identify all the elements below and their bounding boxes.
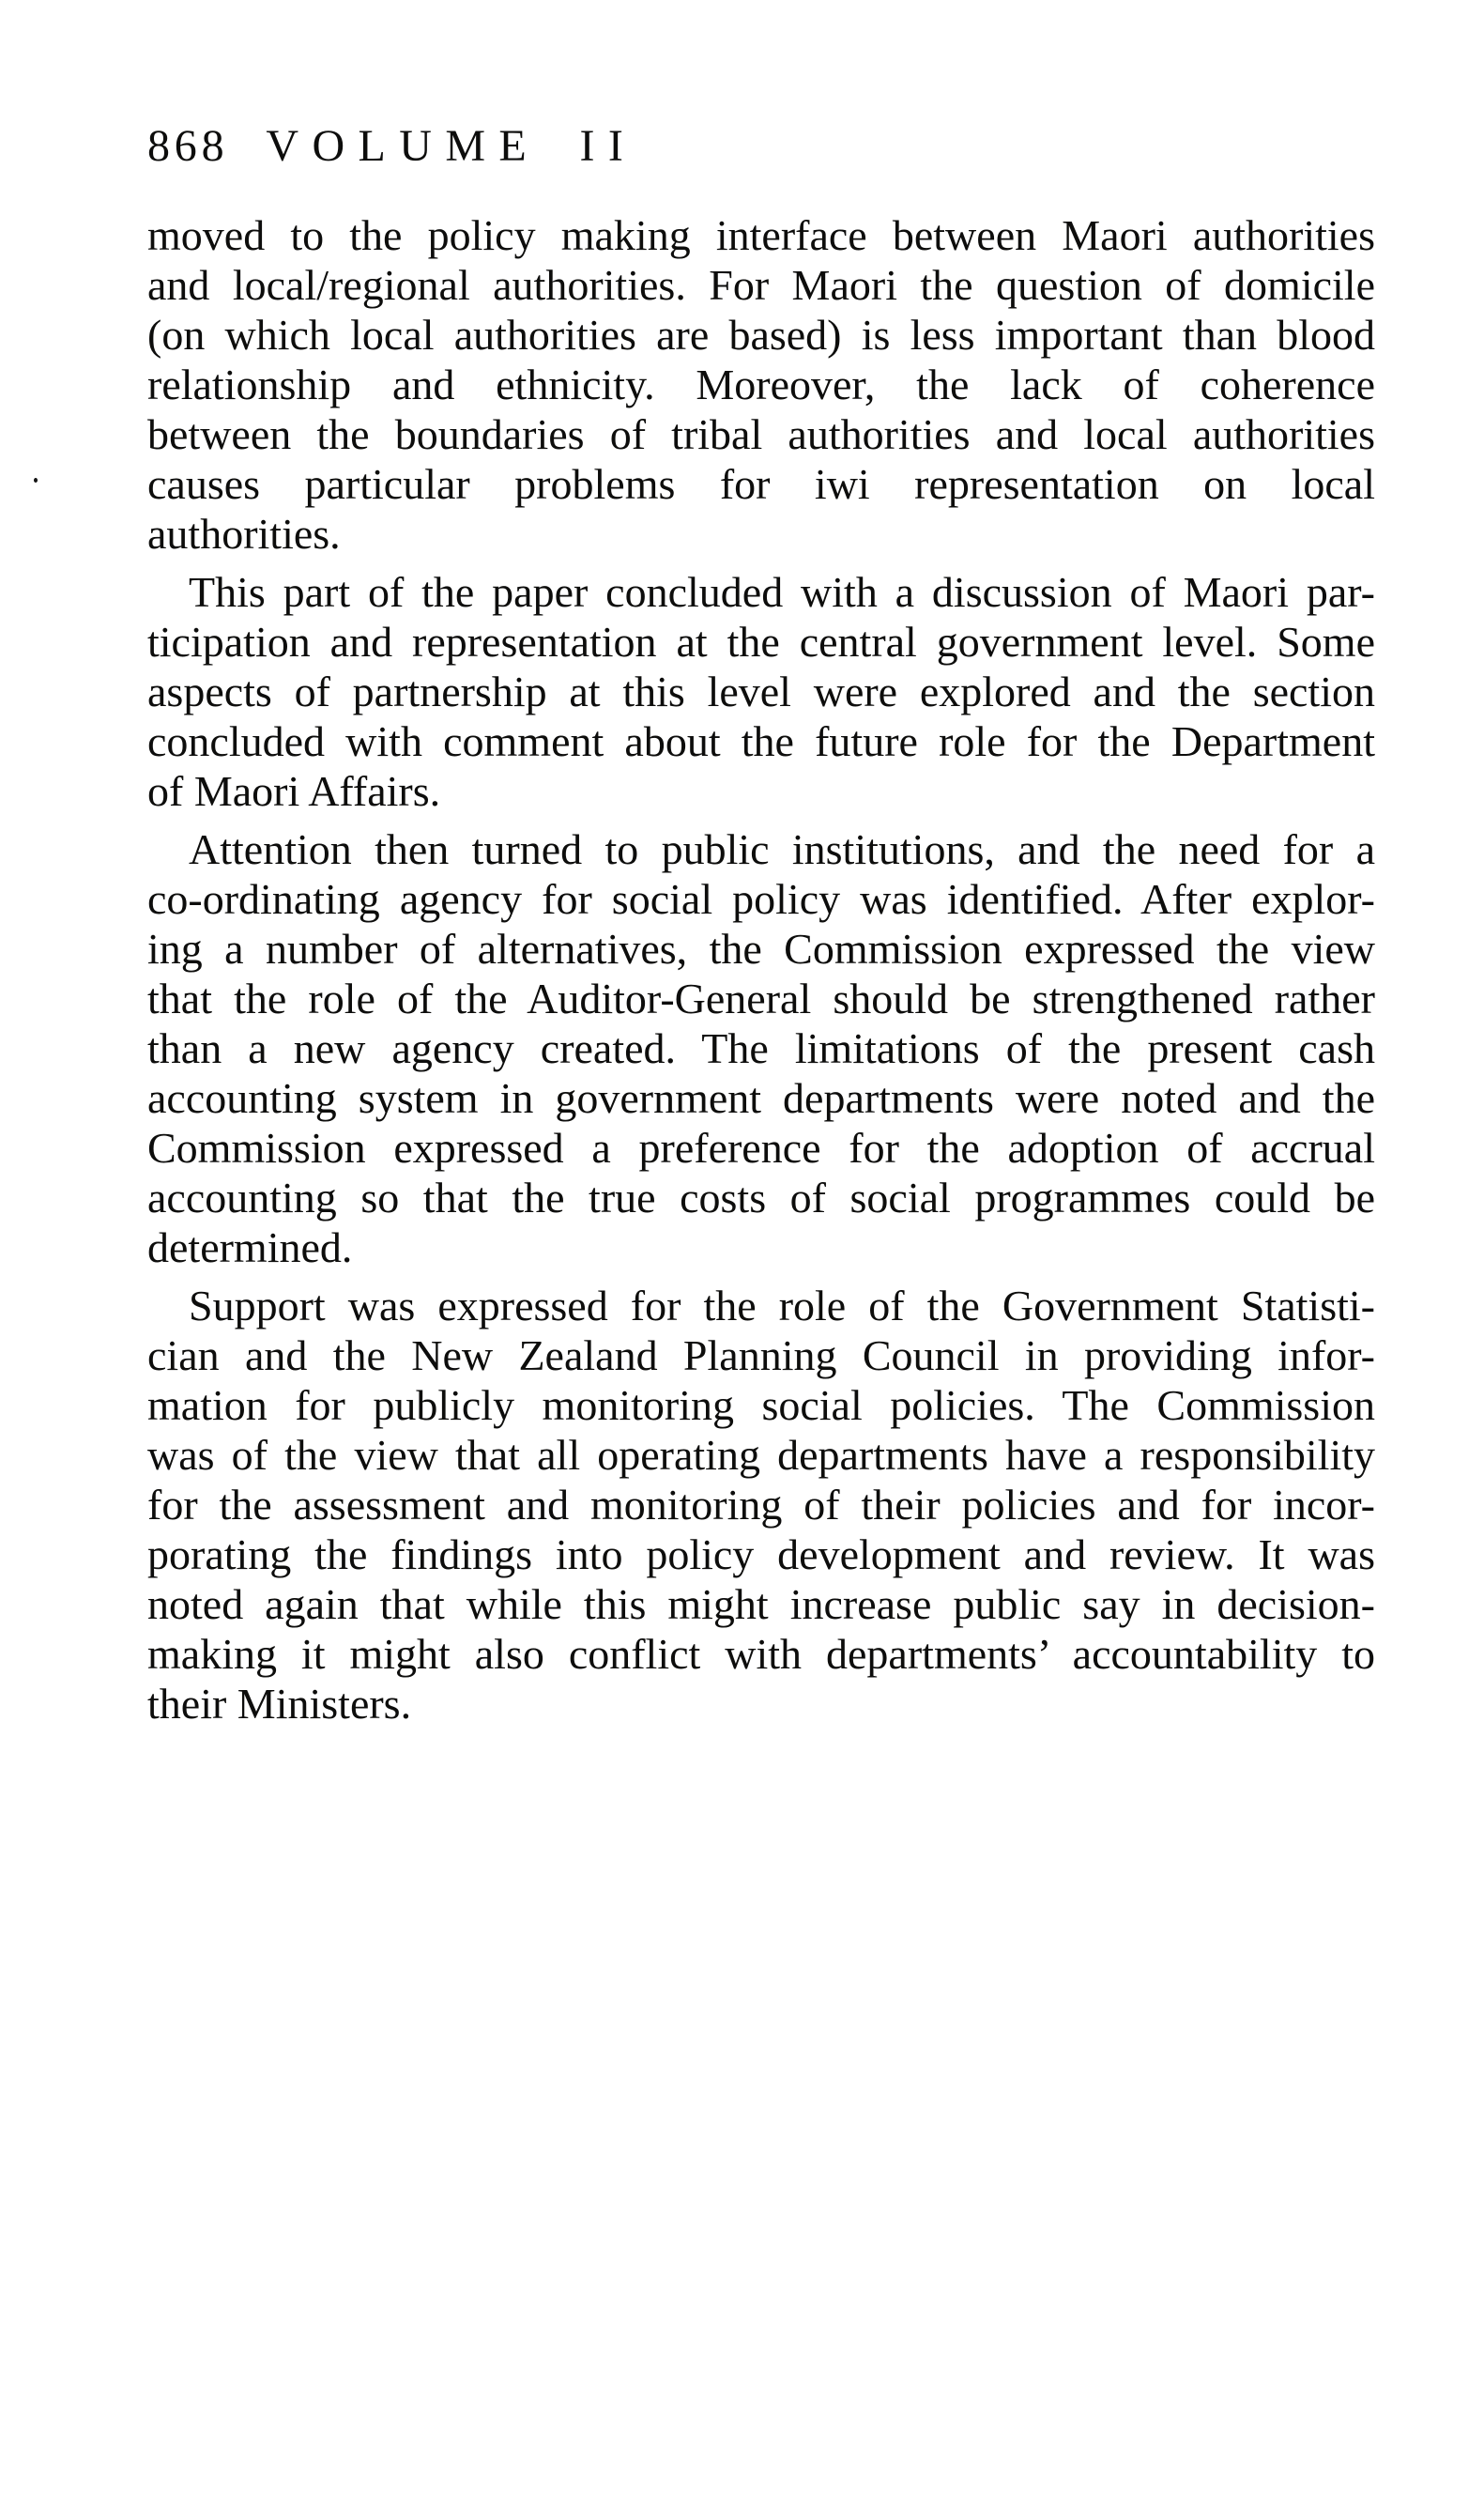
text-line: making it might also conflict with departments’ accountability to [147,1630,1375,1678]
text-line: moved to the policy making interface between Maori authorities [147,211,1375,259]
paragraph [147,1281,1375,1729]
text-line: ing a number of alternatives, the Commission expressed the view [147,925,1375,973]
ink-speck [34,478,38,483]
paragraph [147,824,1375,1272]
text-line: cian and the New Zealand Planning Council in providing infor- [147,1331,1375,1379]
text-line: authorities. [147,510,341,558]
text-line: ticipation and representation at the central government level. Some [147,618,1375,666]
text-line: was of the view that all operating departments have a responsibility [147,1431,1375,1479]
text-line: than a new agency created. The limitations of the present cash [147,1024,1375,1072]
page-number: 868 [147,121,229,171]
text-line: and local/regional authorities. For Maori the question of domicile [147,261,1375,309]
running-header [147,123,636,170]
text-line: mation for publicly monitoring social policies. The Commission [147,1381,1375,1429]
text-line: porating the findings into policy development and review. It was [147,1530,1375,1578]
text-line: causes particular problems for iwi representation on local [147,460,1375,508]
text-line: determined. [147,1223,353,1271]
text-line: between the boundaries of tribal authorities and local authorities [147,410,1375,458]
text-line: relationship and ethnicity. Moreover, the lack of coherence [147,361,1375,408]
text-line: noted again that while this might increase public say in decision- [147,1580,1375,1628]
text-line: concluded with comment about the future role for the Department [147,717,1375,765]
text-line: their Ministers. [147,1680,412,1728]
text-line: for the assessment and monitoring of their policies and for incor- [147,1481,1375,1529]
text-line: (on which local authorities are based) is less important than blood [147,311,1375,359]
text-line: Attention then turned to public institutions, and the need for a [189,825,1375,873]
text-line: This part of the paper concluded with a discussion of Maori par- [189,568,1375,616]
text-line: co-ordinating agency for social policy was identified. After explor- [147,875,1375,923]
text-line: Commission expressed a preference for the adoption of accrual [147,1124,1375,1172]
paragraph [147,567,1375,816]
text-line: that the role of the Auditor-General should be strengthened rather [147,975,1375,1022]
text-line: aspects of partnership at this level were explored and the section [147,668,1375,715]
text-line: of Maori Affairs. [147,767,441,815]
paragraph [147,210,1375,559]
volume-title: VOLUME II [266,121,637,171]
text-block [147,210,1375,1737]
text-line: accounting system in government departments were noted and the [147,1074,1375,1122]
text-line: accounting so that the true costs of social programmes could be [147,1174,1375,1222]
text-line: Support was expressed for the role of the Government Statisti- [189,1282,1375,1329]
